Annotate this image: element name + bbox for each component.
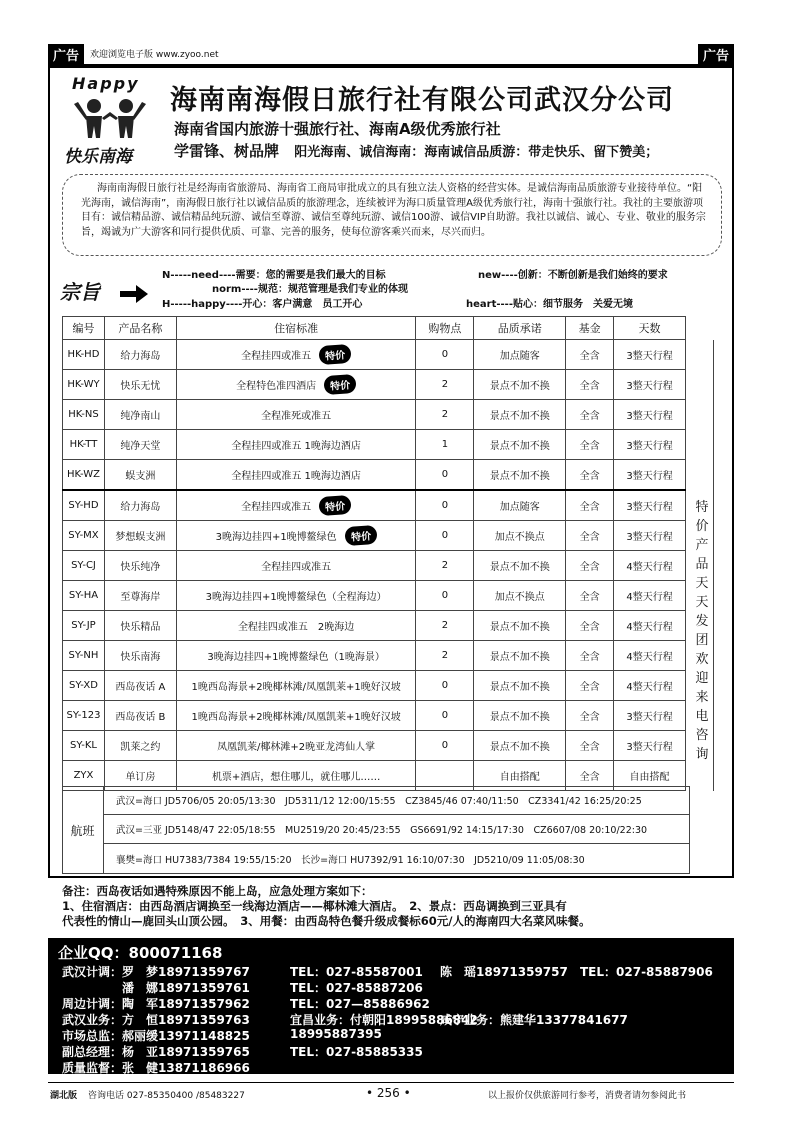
contact-entry: TEL：027—85886962 <box>290 997 430 1011</box>
hotel-cell <box>176 400 416 430</box>
side-cell <box>685 340 713 370</box>
hotel-text: 全程挂四或准五 <box>241 502 312 513</box>
hotel-cell <box>176 641 416 671</box>
contact-entry: TEL：027-85587001 <box>290 965 423 979</box>
promise-cell: 加点不换点 <box>474 581 566 611</box>
shop-cell: 1 <box>416 430 474 460</box>
promise-cell: 景点不加不换 <box>474 731 566 761</box>
fund-cell: 全含 <box>566 641 614 671</box>
code-cell: ZYX <box>63 761 105 791</box>
product-table <box>62 316 714 791</box>
promise-cell: 景点不加不换 <box>474 370 566 400</box>
promise-cell: 景点不加不换 <box>474 611 566 641</box>
company-qq: 企业QQ：800071168 <box>58 944 223 962</box>
flight-row: 襄樊=海口 HU7383/7384 19:55/15:20 长沙=海口 HU7392/91 16:10/07:30 JD5210/09 11:05/08:30 <box>116 854 585 866</box>
fund-cell: 全含 <box>566 460 614 491</box>
remark <box>62 884 734 929</box>
header-hotel: 住宿标准 <box>176 317 416 340</box>
days-cell: 3整天行程 <box>614 460 686 491</box>
header-fund: 基金 <box>566 317 614 340</box>
page-number: • 256 • <box>366 1086 411 1100</box>
flight-row: 武汉=海口 JD5706/05 20:05/13:30 JD5311/12 12:00/15:55 CZ3845/46 07:40/11:50 CZ3341/42 16:25/20:25 <box>104 786 690 815</box>
promise-cell: 加点随客 <box>474 490 566 521</box>
table-row <box>63 731 714 761</box>
company-logo <box>56 72 162 168</box>
hotel-text: 全程挂四或准五 2晚海边 <box>237 622 355 633</box>
code-cell: SY-123 <box>63 701 105 731</box>
fund-cell: 全含 <box>566 370 614 400</box>
fund-cell: 全含 <box>566 671 614 701</box>
hotel-cell <box>176 370 416 400</box>
promise-cell: 加点随客 <box>474 340 566 370</box>
promise-cell: 景点不加不换 <box>474 430 566 460</box>
hotel-text: 3晚海边挂四+1晚博鳌绿色 <box>215 532 337 543</box>
contact-entry: 武汉业务：方 恒18971359763 <box>62 1013 250 1027</box>
promise-cell: 景点不加不换 <box>474 671 566 701</box>
hotel-text: 全程特色准四酒店 <box>236 381 317 392</box>
page-footer <box>48 1082 734 1105</box>
header-shop: 购物点 <box>416 317 474 340</box>
company-title: 海南南海假日旅行社有限公司武汉分公司 <box>170 85 674 116</box>
name-cell: 纯净南山 <box>104 400 176 430</box>
hotel-text: 全程挂四或准五 1晚海边酒店 <box>231 471 361 482</box>
days-cell: 4整天行程 <box>614 671 686 701</box>
hotel-text: 全程挂四或准五 1晚海边酒店 <box>231 441 361 452</box>
shop-cell: 2 <box>416 370 474 400</box>
edition-label: 湖北版 <box>50 1091 78 1101</box>
code-cell: SY-HA <box>63 581 105 611</box>
ad-tag-left: 广告 <box>48 44 84 65</box>
side-cell <box>685 460 713 491</box>
hotel-cell <box>176 581 416 611</box>
name-cell: 西岛夜话 A <box>104 671 176 701</box>
hotel-text: 全程挂四或准五 <box>241 351 312 362</box>
days-cell: 自由搭配 <box>614 761 686 791</box>
table-row <box>63 521 714 551</box>
shop-cell: 2 <box>416 400 474 430</box>
site-link[interactable]: 欢迎浏览电子版 www.zyoo.net <box>90 50 219 60</box>
fund-cell: 全含 <box>566 490 614 521</box>
table-row <box>63 641 714 671</box>
hotel-cell <box>176 460 416 491</box>
table-header-row <box>63 317 714 340</box>
code-cell: SY-KL <box>63 731 105 761</box>
days-cell: 3整天行程 <box>614 340 686 370</box>
fund-cell: 全含 <box>566 430 614 460</box>
special-price-badge: 特价 <box>324 374 357 395</box>
contact-entry: 宜昌业务：付朝阳18995886842 <box>290 1013 478 1027</box>
promise-cell: 景点不加不换 <box>474 400 566 430</box>
motto-heart: heart----贴心：细节服务 关爱无境 <box>466 299 633 310</box>
contact-entry: 市场总监：郝丽缓13971148825 <box>62 1029 250 1043</box>
special-price-badge: 特价 <box>344 525 377 546</box>
hotel-text: 凤凰凯莱/椰林滩+2晚亚龙湾仙人掌 <box>217 742 376 753</box>
footer-phone: 咨询电话 027-85350400 /85483227 <box>88 1091 245 1101</box>
motto-new: new----创新：不断创新是我们始终的要求 <box>478 270 668 281</box>
days-cell: 4整天行程 <box>614 581 686 611</box>
hotel-cell <box>176 490 416 521</box>
special-price-badge: 特价 <box>319 495 352 516</box>
days-cell: 3整天行程 <box>614 370 686 400</box>
name-cell: 快乐无忧 <box>104 370 176 400</box>
hotel-cell <box>176 611 416 641</box>
days-cell: 3整天行程 <box>614 731 686 761</box>
hotel-text: 3晚海边挂四+1晚博鳌绿色（1晚海景） <box>207 652 385 663</box>
shop-cell: 0 <box>416 701 474 731</box>
name-cell: 至尊海岸 <box>104 581 176 611</box>
shop-cell: 0 <box>416 671 474 701</box>
days-cell: 4整天行程 <box>614 551 686 581</box>
table-row <box>63 671 714 701</box>
contact-entry: TEL：027-85887906 <box>580 965 713 979</box>
code-cell: SY-XD <box>63 671 105 701</box>
hotel-cell <box>176 521 416 551</box>
header-days: 天数 <box>614 317 686 340</box>
special-price-badge: 特价 <box>319 344 352 365</box>
header-promise: 品质承诺 <box>474 317 566 340</box>
name-cell: 蜈支洲 <box>104 460 176 491</box>
name-cell: 纯净天堂 <box>104 430 176 460</box>
code-cell: SY-MX <box>63 521 105 551</box>
contact-entry: 质量监督：张 健13871186966 <box>62 1061 250 1075</box>
code-cell: SY-NH <box>63 641 105 671</box>
table-row <box>63 551 714 581</box>
name-cell: 西岛夜话 B <box>104 701 176 731</box>
contact-entry: 周边计调：陶 军18971357962 <box>62 997 250 1011</box>
table-row <box>63 430 714 460</box>
motto-norm: norm----规范：规范管理是我们专业的体现 <box>212 284 408 295</box>
hotel-text: 全程准死或准五 <box>261 411 332 422</box>
table-row <box>63 701 714 731</box>
days-cell: 3整天行程 <box>614 430 686 460</box>
promise-cell: 景点不加不换 <box>474 551 566 581</box>
company-slogan <box>174 140 658 161</box>
hotel-text: 1晚西岛海景+2晚椰林滩/凤凰凯莱+1晚好汉坡 <box>191 682 401 693</box>
fund-cell: 全含 <box>566 701 614 731</box>
name-cell: 快乐纯净 <box>104 551 176 581</box>
shop-cell: 0 <box>416 340 474 370</box>
hotel-text: 全程挂四或准五 <box>261 562 332 573</box>
table-row <box>63 370 714 400</box>
shop-cell: 2 <box>416 641 474 671</box>
fund-cell: 全含 <box>566 731 614 761</box>
hotel-text: 1晚西岛海景+2晚椰林滩/凤凰凯莱+1晚好汉坡 <box>191 712 401 723</box>
name-cell: 梦想蜈支洲 <box>104 521 176 551</box>
table-row <box>63 340 714 370</box>
contact-entry: TEL：027-85885335 <box>290 1045 423 1059</box>
promise-cell: 景点不加不换 <box>474 460 566 491</box>
code-cell: HK-WY <box>63 370 105 400</box>
side-cell <box>685 400 713 430</box>
days-cell: 3整天行程 <box>614 521 686 551</box>
hotel-cell <box>176 671 416 701</box>
side-cell <box>685 370 713 400</box>
remark-line: 代表性的情山—鹿回头山顶公园。 3、用餐：由西岛特色餐升级成餐标60元/人的海南四大名菜风味餐。 <box>62 914 591 928</box>
slogan-main: 学雷锋、树品牌 <box>174 142 280 160</box>
fund-cell: 全含 <box>566 581 614 611</box>
code-cell: SY-JP <box>63 611 105 641</box>
header-name: 产品名称 <box>104 317 176 340</box>
shop-cell: 0 <box>416 490 474 521</box>
code-cell: SY-CJ <box>63 551 105 581</box>
arrow-right-icon <box>118 283 150 305</box>
code-cell: SY-HD <box>63 490 105 521</box>
header-blank <box>685 317 713 340</box>
shop-cell: 2 <box>416 551 474 581</box>
ad-tag-right: 广告 <box>698 44 734 65</box>
flight-label: 航班 <box>62 786 104 874</box>
motto-label: 宗旨 <box>60 280 100 304</box>
header-code: 编号 <box>63 317 105 340</box>
remark-line: 备注：西岛夜话如遇特殊原因不能上岛，应急处理方案如下： <box>62 884 373 898</box>
days-cell: 3整天行程 <box>614 400 686 430</box>
slogan-rest: 阳光海南、诚信海南：海南诚信品质游：带走快乐、留下赞美； <box>294 145 659 160</box>
shop-cell: 0 <box>416 581 474 611</box>
promise-cell: 景点不加不换 <box>474 641 566 671</box>
logo-top-text: Happy <box>72 74 140 93</box>
contact-entry: TEL：027-85887206 <box>290 981 423 995</box>
side-promo-text: 特价产品天天发团欢迎来电咨询 <box>695 500 709 762</box>
contact-entry: 武汉计调：罗 梦18971359767 <box>62 965 250 979</box>
shop-cell: 0 <box>416 460 474 491</box>
shop-cell: 2 <box>416 611 474 641</box>
code-cell: HK-WZ <box>63 460 105 491</box>
name-cell: 快乐南海 <box>104 641 176 671</box>
name-cell: 给力海岛 <box>104 490 176 521</box>
fund-cell: 全含 <box>566 521 614 551</box>
days-cell: 4整天行程 <box>614 641 686 671</box>
logo-bottom-text: 快乐南海 <box>64 147 132 167</box>
days-cell: 3整天行程 <box>614 490 686 521</box>
code-cell: HK-HD <box>63 340 105 370</box>
contact-entry: 潘 娜18971359761 <box>62 981 250 995</box>
hotel-cell <box>176 551 416 581</box>
table-row <box>63 581 714 611</box>
hotel-cell <box>176 701 416 731</box>
shop-cell: 0 <box>416 521 474 551</box>
contact-entry: 18995887395 <box>290 1027 382 1041</box>
company-subtitle: 海南省国内旅游十强旅行社、海南A级优秀旅行社 <box>174 120 501 138</box>
fund-cell: 全含 <box>566 551 614 581</box>
table-row <box>63 490 714 521</box>
side-cell <box>685 430 713 460</box>
hotel-text: 3晚海边挂四+1晚博鳌绿色（全程海边） <box>205 592 387 603</box>
hotel-cell <box>176 731 416 761</box>
fund-cell: 全含 <box>566 611 614 641</box>
footer-disclaimer: 以上报价仅供旅游同行参考，消费者请勿参阅此书 <box>488 1091 687 1101</box>
code-cell: HK-TT <box>63 430 105 460</box>
name-cell: 快乐精品 <box>104 611 176 641</box>
table-row <box>63 460 714 491</box>
name-cell: 凯莱之约 <box>104 731 176 761</box>
table-row <box>63 611 714 641</box>
fund-cell: 全含 <box>566 340 614 370</box>
promise-cell: 景点不加不换 <box>474 701 566 731</box>
code-cell: HK-NS <box>63 400 105 430</box>
hotel-text: 机票+酒店，想住哪儿，就住哪儿…… <box>211 772 381 783</box>
contact-entry: 咸宁业务：熊建华13377841677 <box>440 1013 628 1027</box>
table-row <box>63 400 714 430</box>
motto-happy: H-----happy----开心：客户满意 员工开心 <box>162 299 363 310</box>
fund-cell: 全含 <box>566 761 614 791</box>
fund-cell: 全含 <box>566 400 614 430</box>
name-cell: 给力海岛 <box>104 340 176 370</box>
name-cell: 单订房 <box>104 761 176 791</box>
remark-line: 1、住宿酒店：由西岛酒店调换至一线海边酒店——椰林滩大酒店。 2、景点：西岛调换到三亚具有 <box>62 899 567 913</box>
shop-cell: 0 <box>416 731 474 761</box>
hotel-cell <box>176 340 416 370</box>
promise-cell: 加点不换点 <box>474 521 566 551</box>
promise-cell: 自由搭配 <box>474 761 566 791</box>
contact-entry: 副总经理：杨 亚18971359765 <box>62 1045 250 1059</box>
motto-need: N-----need----需要：您的需要是我们最大的目标 <box>162 270 386 281</box>
contact-entry: 陈 瑶18971359757 <box>440 965 568 979</box>
company-intro: 海南南海假日旅行社是经海南省旅游局、海南省工商局审批成立的具有独立法人资格的经营实体。是诚信海南品质旅游专业接待单位。“阳光海南，诚信海南”，南海假日旅行社以诚信品质的旅游理念，连续被评为海口质量管理A级优秀旅行社，海南十强旅行社。我社的主要旅游项目有：诚信精品游、诚信精品纯玩游、诚信至尊游、诚信至尊纯玩游、诚信100游、诚信VIP自助游。我社以诚信、诚心、专业、敬业的服务宗旨，竭诚为广大游客和同行提供优质、可靠、完善的服务，使每位游客乘兴而来，尽兴而归。 <box>62 174 722 256</box>
flight-row: 武汉=三亚 JD5148/47 22:05/18:55 MU2519/20 20:45/23:55 GS6691/92 14:15/17:30 CZ6607/08 20:10/22:30 <box>104 815 690 844</box>
hotel-cell <box>176 430 416 460</box>
days-cell: 4整天行程 <box>614 611 686 641</box>
days-cell: 3整天行程 <box>614 701 686 731</box>
